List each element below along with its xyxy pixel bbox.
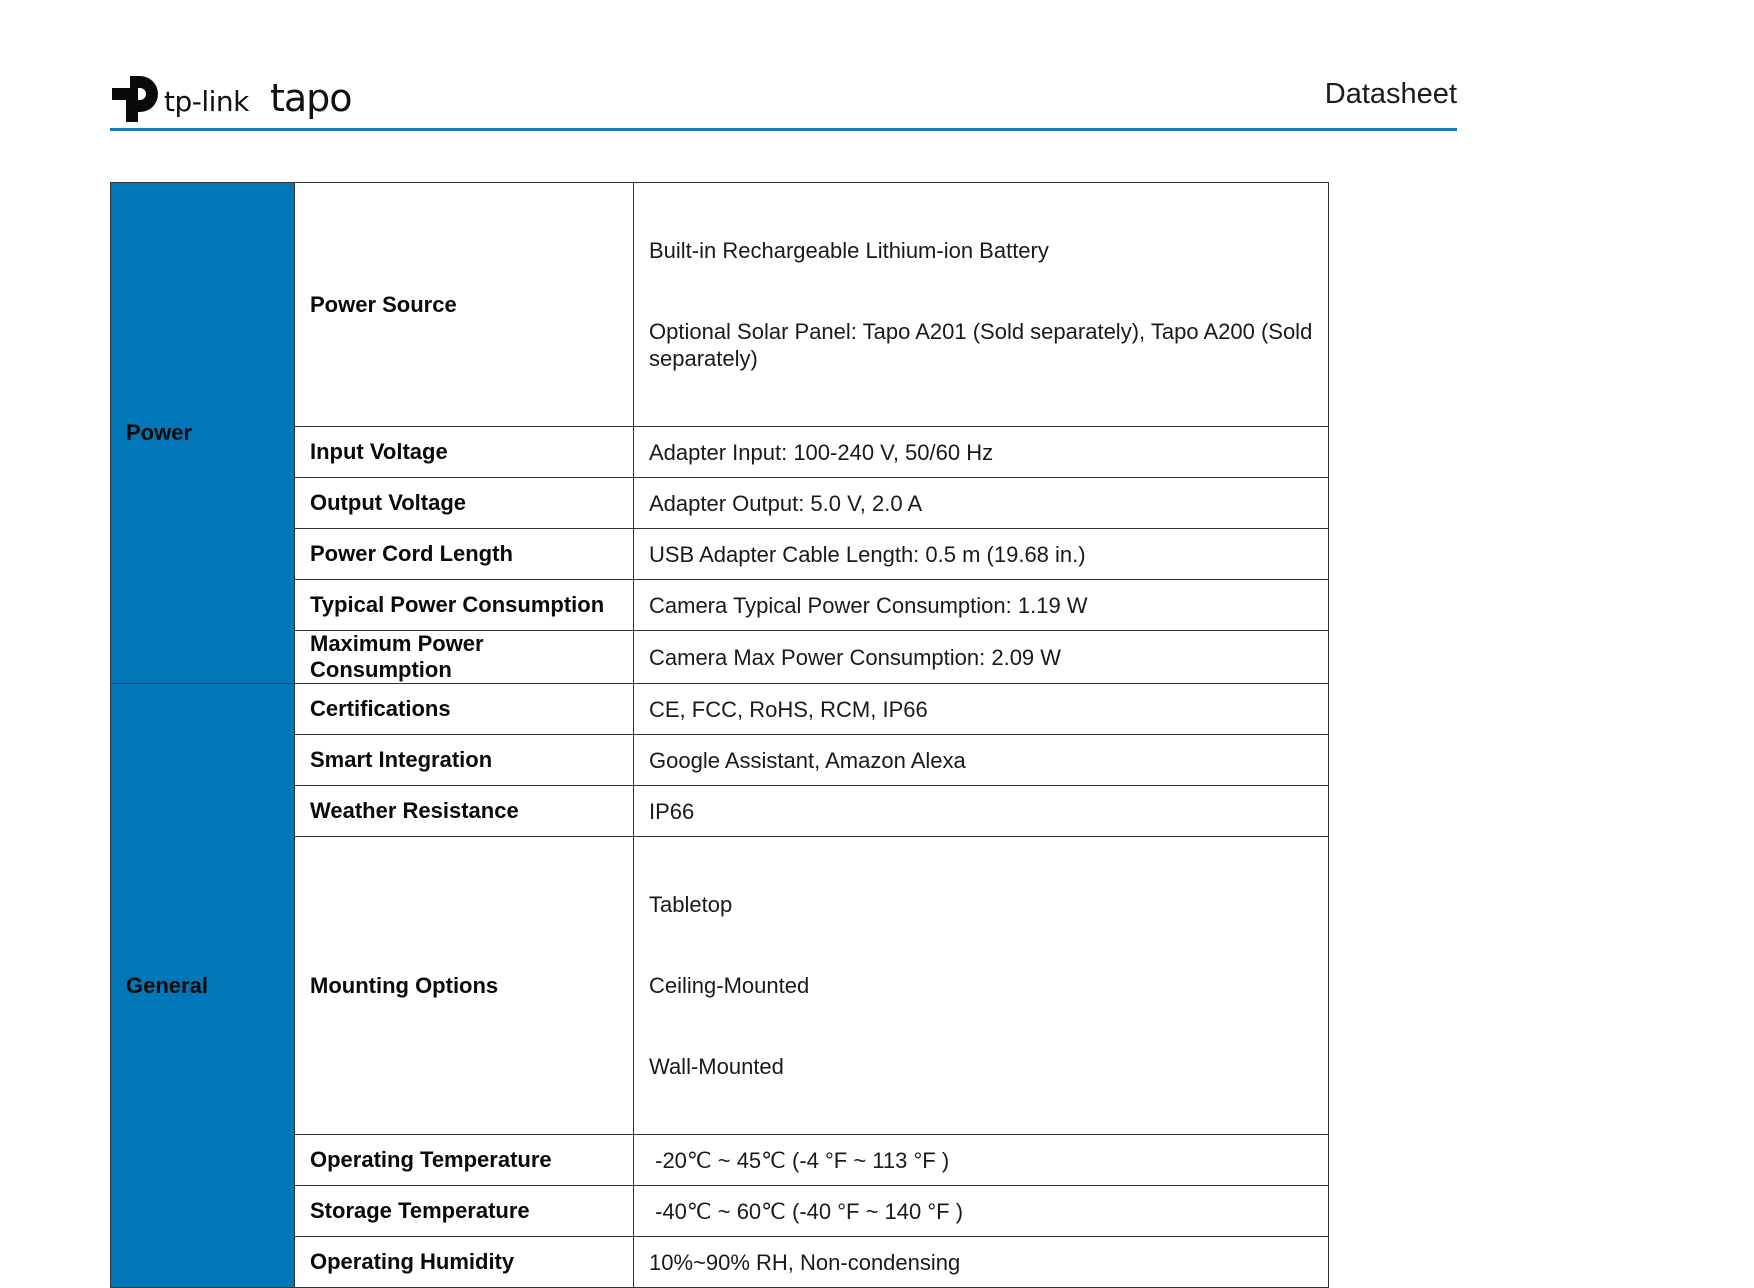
- category-power: Power: [111, 183, 295, 684]
- tplink-logo-icon: [110, 74, 160, 124]
- tplink-logo: [110, 70, 249, 124]
- spec-label: Smart Integration: [295, 735, 634, 786]
- spec-value-line: Tabletop: [649, 892, 733, 917]
- spec-label: Certifications: [295, 684, 634, 735]
- spec-value: CE, FCC, RoHS, RCM, IP66: [634, 684, 1329, 735]
- spec-value: 10%~90% RH, Non-condensing: [634, 1237, 1329, 1288]
- table-row: [111, 684, 1329, 735]
- spec-value: [634, 183, 1329, 427]
- spec-label: Storage Temperature: [295, 1186, 634, 1237]
- category-general: General: [111, 684, 295, 1288]
- spec-label: Operating Temperature: [295, 1135, 634, 1186]
- spec-label: Power Source: [295, 183, 634, 427]
- spec-value-line: Ceiling-Mounted: [649, 973, 810, 998]
- spec-value: [634, 837, 1329, 1135]
- spec-value: Camera Max Power Consumption: 2.09 W: [634, 631, 1329, 684]
- spec-value: Google Assistant, Amazon Alexa: [634, 735, 1329, 786]
- spec-value: -40℃ ~ 60℃ (-40 °F ~ 140 °F ): [634, 1186, 1329, 1237]
- spec-label: Operating Humidity: [295, 1237, 634, 1288]
- spec-value: Adapter Output: 5.0 V, 2.0 A: [634, 478, 1329, 529]
- spec-label: Input Voltage: [295, 427, 634, 478]
- page-header: [110, 60, 1457, 132]
- spec-value-line: Wall-Mounted: [649, 1054, 784, 1079]
- header-divider: [110, 128, 1457, 131]
- spec-value: Camera Typical Power Consumption: 1.19 W: [634, 580, 1329, 631]
- tplink-wordmark: tp-link: [164, 85, 249, 118]
- tapo-logo: tapo: [270, 76, 352, 120]
- spec-label: Power Cord Length: [295, 529, 634, 580]
- spec-value: IP66: [634, 786, 1329, 837]
- spec-value-line: Optional Solar Panel: Tapo A201 (Sold separately), Tapo A200 (Sold separately): [649, 319, 1319, 371]
- table-row: [111, 183, 1329, 427]
- spec-label: Typical Power Consumption: [295, 580, 634, 631]
- spec-value: Adapter Input: 100-240 V, 50/60 Hz: [634, 427, 1329, 478]
- spec-label: Mounting Options: [295, 837, 634, 1135]
- spec-value: USB Adapter Cable Length: 0.5 m (19.68 in.): [634, 529, 1329, 580]
- spec-label: Weather Resistance: [295, 786, 634, 837]
- spec-value-line: Built-in Rechargeable Lithium-ion Battery: [649, 238, 1049, 263]
- spec-value: -20℃ ~ 45℃ (-4 °F ~ 113 °F ): [634, 1135, 1329, 1186]
- spec-label: Maximum Power Consumption: [295, 631, 634, 684]
- document-title: Datasheet: [1324, 78, 1457, 110]
- spec-table: [110, 182, 1329, 1288]
- spec-label: Output Voltage: [295, 478, 634, 529]
